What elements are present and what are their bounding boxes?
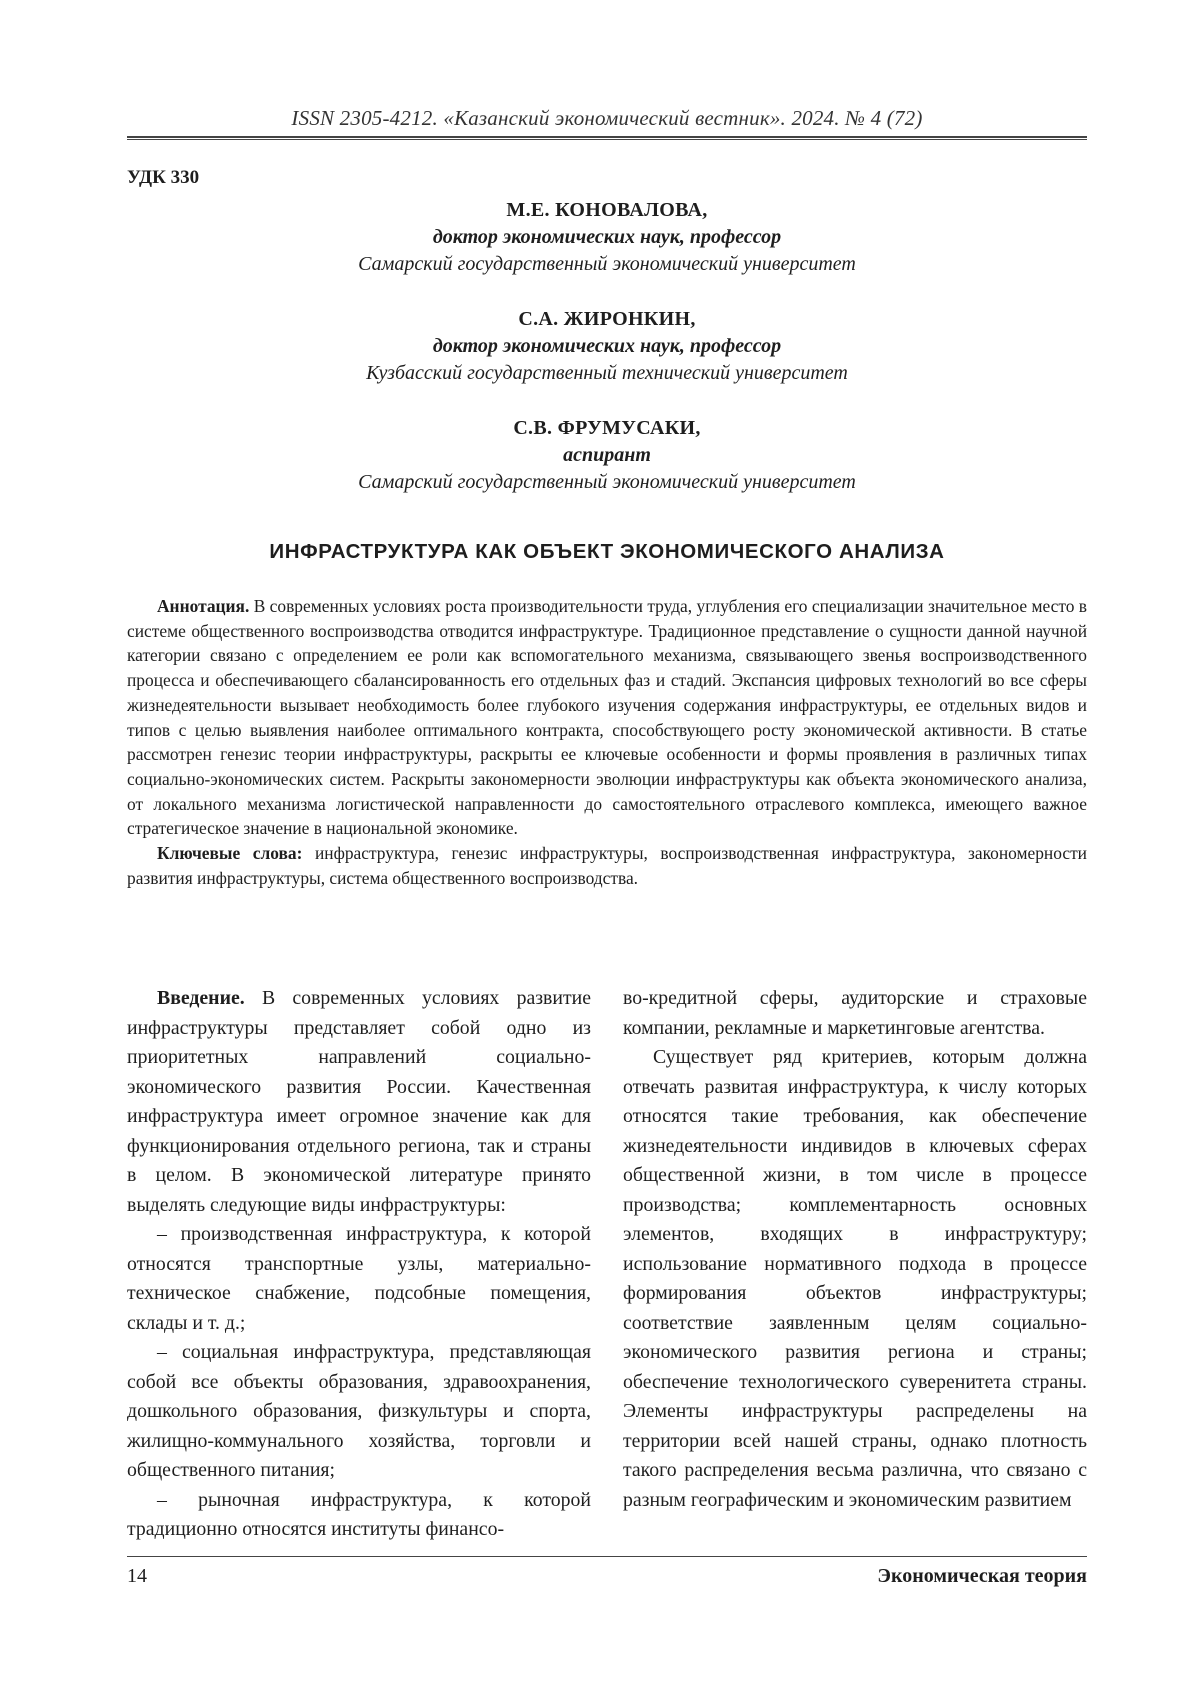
list-item-social: – социальная инфраструктура, представляющая собой все объекты образования, здравоохранения, дошкольного образования, физкультуры и спорта, жилищно-коммунального хозяйства, торговли и общественного питания; (127, 1341, 591, 1481)
article-title: ИНФРАСТРУКТУРА КАК ОБЪЕКТ ЭКОНОМИЧЕСКОГО АНАЛИЗА (269, 540, 945, 563)
body-column-right (623, 984, 1087, 1515)
list-item-production: – производственная инфраструктура, к которой относятся транспортные узлы, материально-техническое снабжение, подсобные помещения, склады и т. д.; (127, 1223, 591, 1334)
author-affiliation: Кузбасский государственный технический университет (366, 362, 848, 384)
keywords-text: инфраструктура, генезис инфраструктуры, воспроизводственная инфраструктура, закономерности развития инфраструктуры, система общественного воспроизводства. (127, 843, 1087, 888)
author-name: С.А. ЖИРОНКИН, (518, 308, 696, 330)
journal-header: ISSN 2305-4212. «Казанский экономический вестник». 2024. № 4 (72) (291, 106, 923, 130)
author-name: М.Е. КОНОВАЛОВА, (506, 199, 708, 221)
intro-label: Введение. (157, 987, 245, 1009)
author-3 (127, 415, 1087, 496)
abstract-section (127, 594, 1087, 890)
keywords-paragraph (127, 841, 1087, 890)
intro-text: В современных условиях развитие инфраструктуры представляет собой одно из приоритетных направлений социально-экономического развития России. Качественная инфраструктура имеет огромное значение как для функционирования отдельного региона, так и страны в целом. В экономической литературе принято выделять следующие виды инфраструктуры: (127, 987, 591, 1216)
footer-rule (127, 1556, 1087, 1557)
keywords-label: Ключевые слова: (157, 843, 303, 864)
criteria-paragraph: Существует ряд критериев, которым должна отвечать развитая инфраструктура, к числу которых относятся такие требования, как обеспечение жизнедеятельности индивидов в ключевых сферах общественной жизни, в том числе в процессе производства; комплементарность основных элементов, входящих в инфраструктуру; использование нормативного подхода в процессе формирования объектов инфраструктуры; соответствие заявленным целям социально-экономического развития региона и страны; обеспечение технологического суверенитета страны. Элементы инфраструктуры распределены на территории всей нашей страны, однако плотность такого распределения весьма различна, что связано с разным географическим и экономическим развитием (623, 1046, 1087, 1511)
page-number: 14 (127, 1565, 147, 1587)
section-name: Экономическая теория (877, 1565, 1087, 1587)
author-2 (127, 306, 1087, 387)
list-item-market-end: во-кредитной сферы, аудиторские и страховые компании, рекламные и маркетинговые агентства. (623, 987, 1087, 1039)
intro-paragraph (127, 984, 591, 1220)
author-affiliation: Самарский государственный экономический университет (358, 471, 856, 493)
header-rule (127, 136, 1087, 140)
author-degree: доктор экономических наук, профессор (432, 226, 782, 248)
abstract-label: Аннотация. (157, 596, 250, 616)
author-degree: аспирант (563, 444, 651, 466)
abstract-paragraph (127, 594, 1087, 841)
list-item-market-start: – рыночная инфраструктура, к которой традиционно относятся институты финансо- (127, 1488, 591, 1540)
udc-code: УДК 330 (127, 167, 200, 188)
body-column-left (127, 984, 591, 1545)
author-degree: доктор экономических наук, профессор (432, 335, 782, 357)
abstract-text: В современных условиях роста производительности труда, углубления его специализации значительное место в системе общественного воспроизводства отводится инфраструктуре. Традиционное представление о сущности данной научной категории связано с определением ее роли как вспомогательного механизма, связывающего звенья воспроизводственного процесса и обеспечивающего сбалансированность его отдельных фаз и стадий. Экспансия цифровых технологий во все сферы жизнедеятельности вызывает необходимость более глубокого изучения содержания инфраструктуры, ее отдельных видов и типов с целью выявления наиболее оптимального контракта, способствующего росту экономической активности. В статье рассмотрен генезис теории инфраструктуры, раскрыты ее ключевые особенности и формы проявления в различных типах социально-экономических систем. Раскрыты закономерности эволюции инфраструктуры как объекта экономического анализа, от локального механизма логистической направленности до самостоятельного отраслевого комплекса, имеющего важное стратегическое значение в национальной экономике. (127, 596, 1087, 839)
author-affiliation: Самарский государственный экономический университет (358, 253, 856, 275)
article-page (127, 0, 1087, 1697)
author-1 (127, 197, 1087, 278)
author-name: С.В. ФРУМУСАКИ, (513, 417, 701, 439)
